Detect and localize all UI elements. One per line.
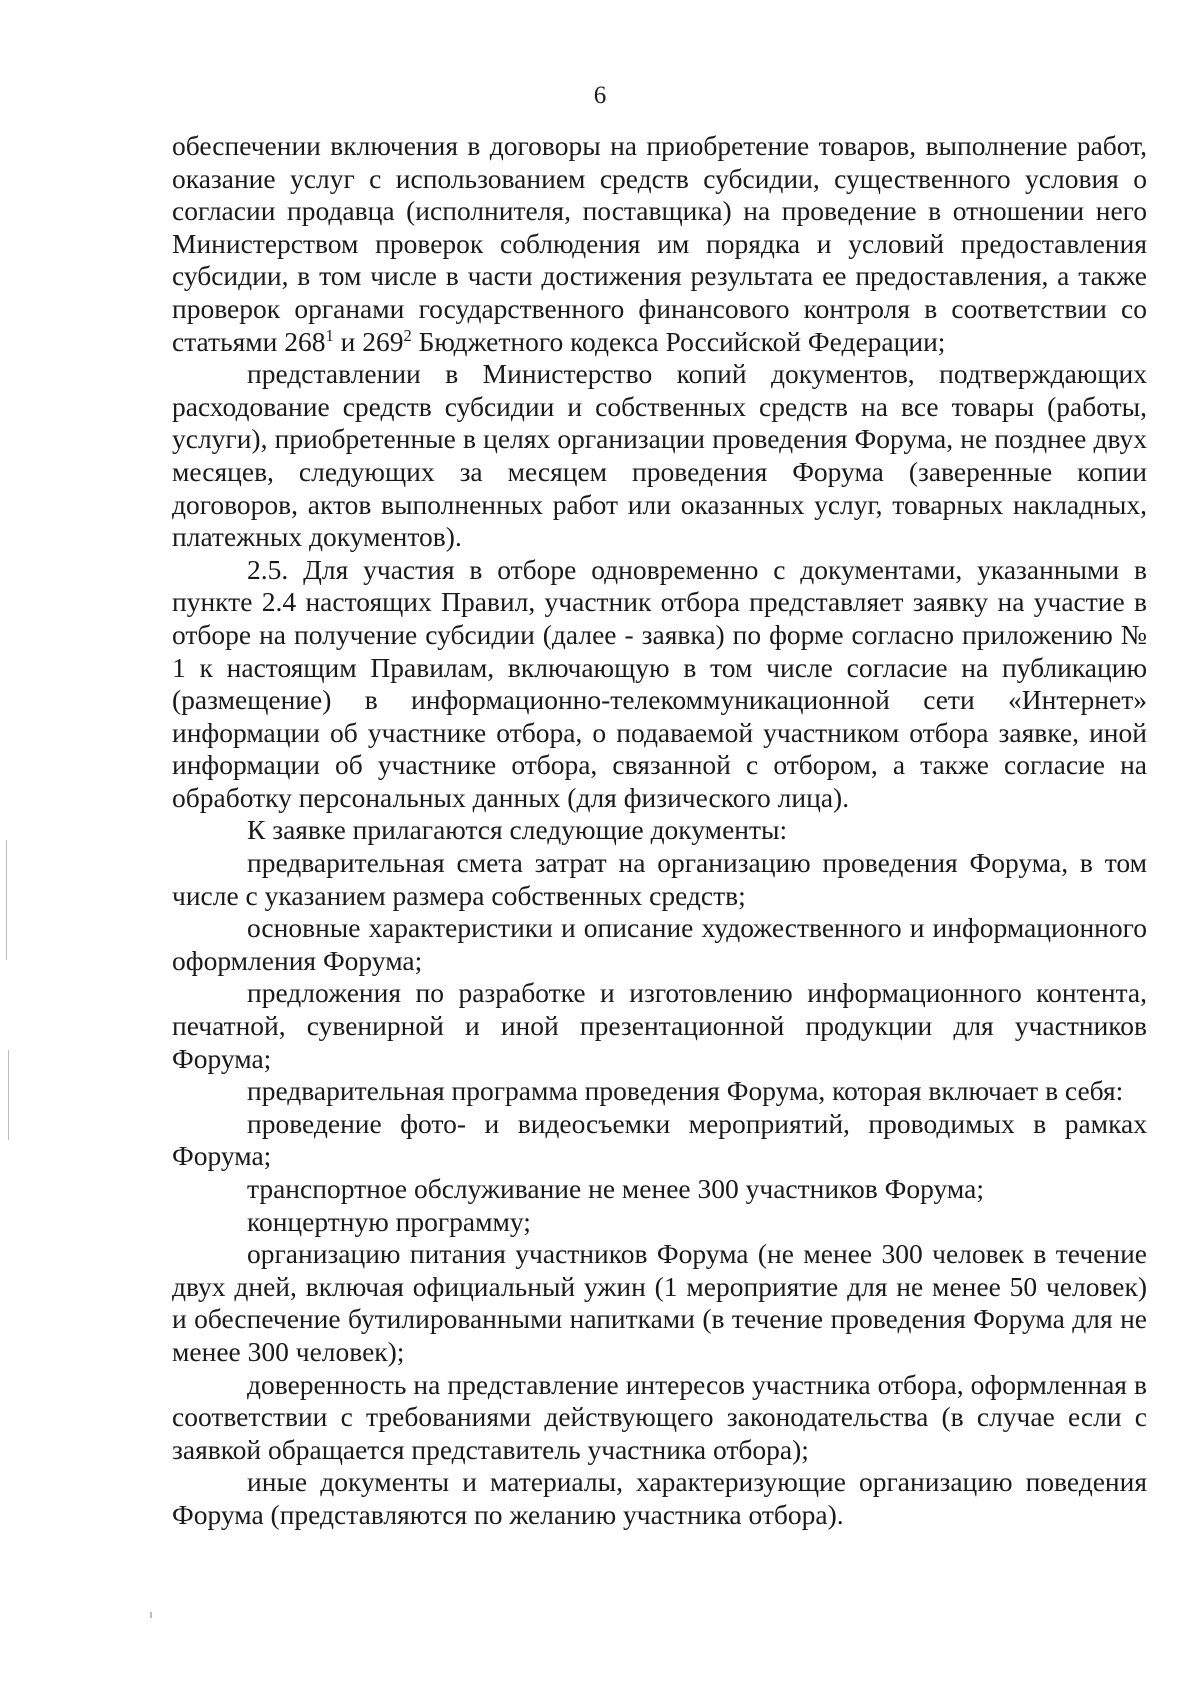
paragraph-content-proposals: предложения по разработке и изготовлению информационного контента, печатной, сувенирной и иной презентационной продукции для участников Форума;: [172, 977, 1147, 1074]
paragraph-2-5: 2.5. Для участия в отборе одновременно с документами, указанными в пункте 2.4 настоящих Правил, участник отбора представляет заявку на участие в отборе на получение субсидии (далее - заявка) по форме согласно приложению № 1 к настоящим Правилам, включающую в том числе согласие на публикацию (размещение) в информационно-телекоммуникационной сети «Интернет» информации об участнике отбора, о подаваемой участником отбора заявке, иной информации об участнике отбора, связанной с отбором, а также согласие на обработку персональных данных (для физического лица).: [172, 553, 1147, 813]
paragraph-attachments-intro: К заявке прилагаются следующие документы:: [247, 814, 788, 846]
text-fragment: обеспечении включения в договоры на приобретение товаров, выполнение работ, оказание услуг с использованием средств субсидии, существенного условия о согласии продавца (исполнителя, поставщика) на проведение в отношении него Министерством проверок соблюдения им порядка и условий предоставления субсидии, в том числе в части достижения результата ее предоставления, а также проверок органами государственного финансового контроля в соответствии со статьями 268: [172, 130, 1147, 357]
paragraph-preliminary-program: предварительная программа проведения Форума, которая включает в себя:: [247, 1075, 1124, 1107]
paragraph-catering: организацию питания участников Форума (не менее 300 человек в течение двух дней, включая официальный ужин (1 мероприятие для не менее 50 человек) и обеспечение бутилированными напитками (в течение проведения Форума для не менее 300 человек);: [172, 1238, 1147, 1367]
superscript: 1: [325, 325, 334, 345]
paragraph-design-characteristics: основные характеристики и описание художественного и информационного оформления Форума;: [172, 912, 1147, 976]
paragraph-other-documents: иные документы и материалы, характеризующие организацию поведения Форума (представляются по желанию участника отбора).: [172, 1466, 1147, 1530]
paragraph-cost-estimate: предварительная смета затрат на организацию проведения Форума, в том числе с указанием размера собственных средств;: [172, 847, 1147, 911]
paragraph-photo-video: проведение фото- и видеосъемки мероприятий, проводимых в рамках Форума;: [172, 1107, 1147, 1172]
paragraph-transport: транспортное обслуживание не менее 300 участников Форума;: [247, 1173, 984, 1204]
text-fragment: и 269: [333, 325, 404, 357]
document-body: [172, 130, 1147, 1532]
paragraph-power-of-attorney: доверенность на представление интересов участника отбора, оформленная в соответствии с требованиями действующего законодательства (в случае если с заявкой обращается представитель участника отбора);: [172, 1368, 1147, 1465]
scan-artifact: [6, 840, 7, 960]
scan-artifact: [150, 1612, 152, 1618]
paragraph-concert: концертную программу;: [247, 1205, 531, 1237]
text-fragment: Бюджетного кодекса Российской Федерации;: [411, 325, 946, 357]
superscript: 2: [403, 325, 412, 345]
page-number: 6: [593, 82, 607, 109]
scan-artifact: [8, 1050, 9, 1140]
paragraph-obligation-inspections: [172, 130, 1147, 358]
paragraph-copies-of-documents: представлении в Министерство копий документов, подтверждающих расходование средств субсидии и собственных средств на все товары (работы, услуги), приобретенные в целях организации проведения Форума, не позднее двух месяцев, следующих за месяцем проведения Форума (заверенные копии договоров, актов выполненных работ или оказанных услуг, товарных накладных, платежных документов).: [172, 358, 1147, 553]
